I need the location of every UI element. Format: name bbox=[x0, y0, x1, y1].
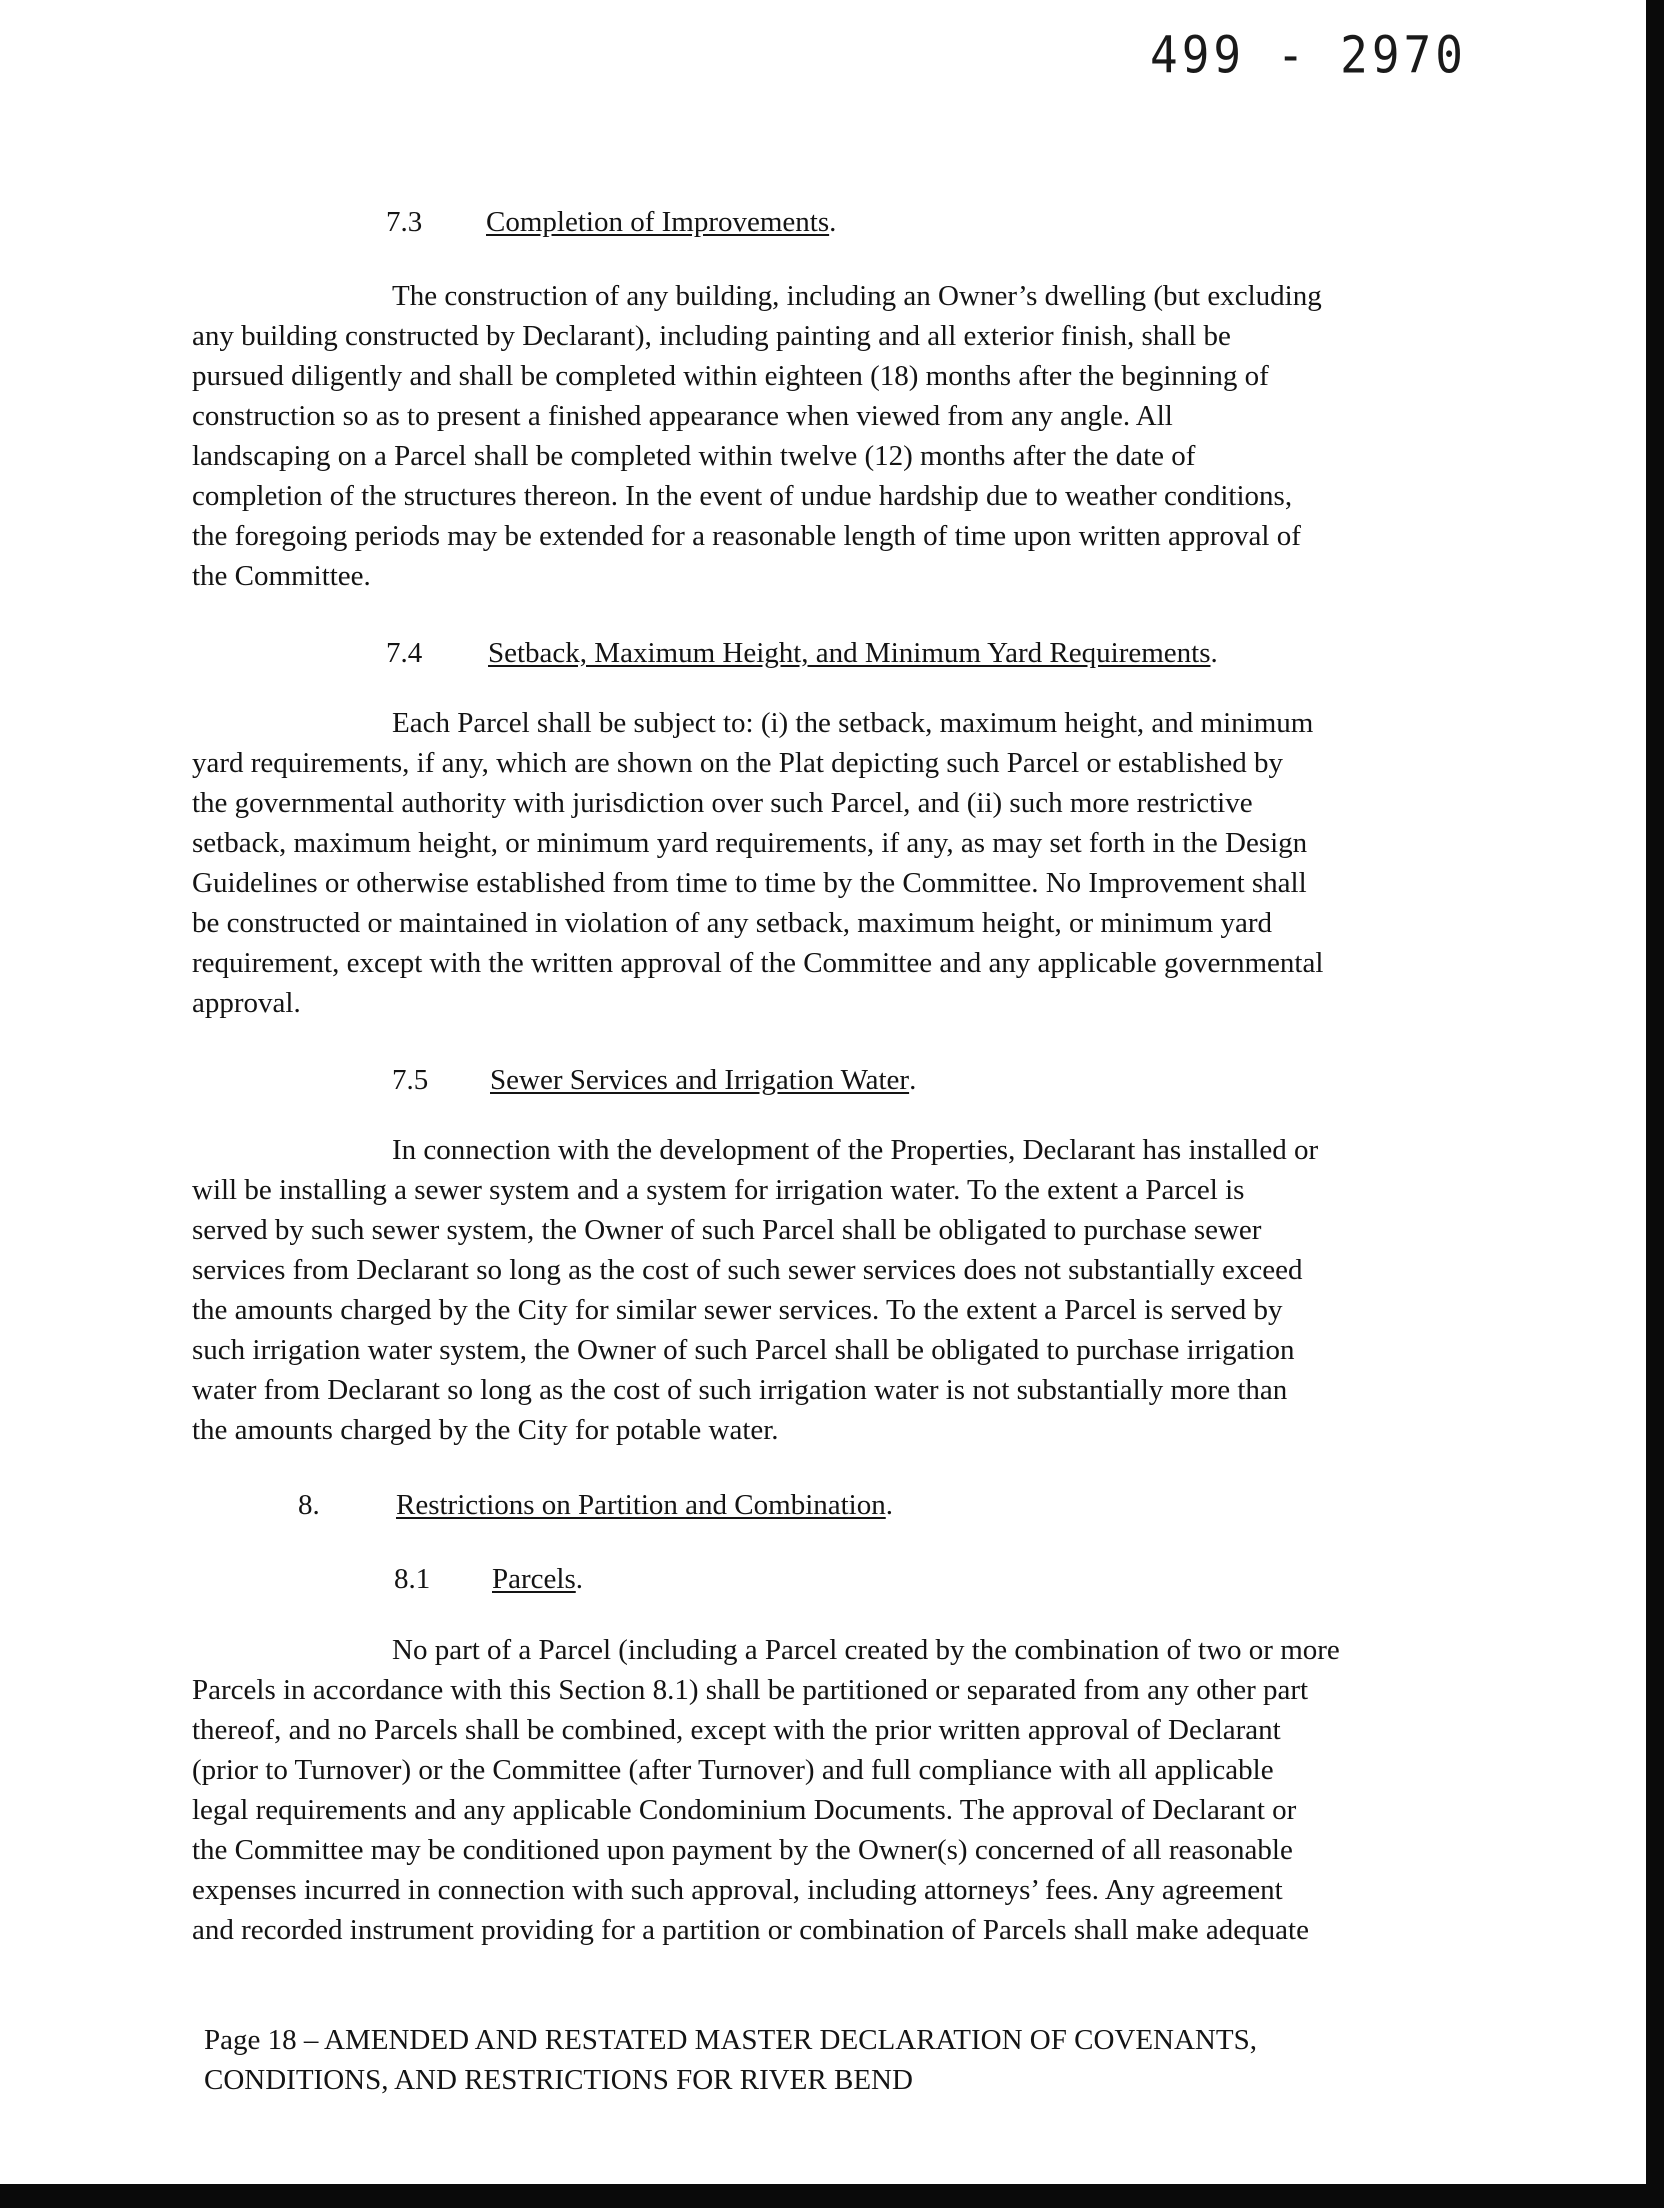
section-7-4-heading: 7.4 Setback, Maximum Height, and Minimum Yard Requirements. bbox=[386, 633, 422, 673]
section-title: Completion of Improvements bbox=[486, 206, 830, 238]
scan-edge-right bbox=[1646, 0, 1664, 2208]
paragraph-line: setback, maximum height, or minimum yard requirements, if any, as may set forth in the Design bbox=[192, 827, 1308, 859]
paragraph-line: pursued diligently and shall be completed within eighteen (18) months after the beginning of bbox=[192, 360, 1269, 392]
paragraph-line: the amounts charged by the City for potable water. bbox=[192, 1414, 779, 1446]
paragraph-line: In connection with the development of the Properties, Declarant has installed or bbox=[392, 1134, 1319, 1166]
section-title: Parcels bbox=[492, 1563, 576, 1595]
paragraph-line: completion of the structures thereon. In the event of undue hardship due to weather conditions, bbox=[192, 480, 1293, 512]
paragraph-line: Parcels in accordance with this Section 8.1) shall be partitioned or separated from any other part bbox=[192, 1674, 1309, 1706]
paragraph-line: the foregoing periods may be extended for a reasonable length of time upon written approval of bbox=[192, 520, 1301, 552]
paragraph-line: be constructed or maintained in violation of any setback, maximum height, or minimum yard bbox=[192, 907, 1272, 939]
section-number: 8.1 bbox=[394, 1563, 431, 1595]
paragraph-line: No part of a Parcel (including a Parcel created by the combination of two or more bbox=[392, 1634, 1340, 1666]
paragraph-line: The construction of any building, including an Owner’s dwelling (but excluding bbox=[392, 280, 1322, 312]
paragraph-line: any building constructed by Declarant), including painting and all exterior finish, shall be bbox=[192, 320, 1231, 352]
section-7-5-heading: 7.5 Sewer Services and Irrigation Water. bbox=[392, 1060, 428, 1100]
section-title: Sewer Services and Irrigation Water bbox=[490, 1064, 910, 1096]
paragraph-line: expenses incurred in connection with such approval, including attorneys’ fees. Any agreement bbox=[192, 1874, 1283, 1906]
paragraph-line: services from Declarant so long as the cost of such sewer services does not substantially exceed bbox=[192, 1254, 1303, 1286]
page-footer bbox=[204, 2020, 1257, 2100]
scan-edge-bottom bbox=[0, 2184, 1664, 2208]
section-number: 8. bbox=[298, 1489, 320, 1521]
section-title: Setback, Maximum Height, and Minimum Yard Requirements bbox=[488, 637, 1211, 669]
section-7-5-paragraph bbox=[192, 1130, 1472, 1450]
paragraph-line: the amounts charged by the City for similar sewer services. To the extent a Parcel is served by bbox=[192, 1294, 1283, 1326]
paragraph-line: the Committee may be conditioned upon payment by the Owner(s) concerned of all reasonable bbox=[192, 1834, 1293, 1866]
section-number: 7.4 bbox=[386, 637, 423, 669]
paragraph-line: yard requirements, if any, which are shown on the Plat depicting such Parcel or established by bbox=[192, 747, 1283, 779]
section-8-heading: 8. Restrictions on Partition and Combination. bbox=[298, 1485, 320, 1525]
paragraph-line: legal requirements and any applicable Condominium Documents. The approval of Declarant or bbox=[192, 1794, 1297, 1826]
paragraph-line: approval. bbox=[192, 987, 301, 1019]
paragraph-line: the Committee. bbox=[192, 560, 371, 592]
paragraph-line: the governmental authority with jurisdiction over such Parcel, and (ii) such more restrictive bbox=[192, 787, 1253, 819]
section-number: 7.3 bbox=[386, 206, 423, 238]
section-7-3-heading: 7.3 Completion of Improvements. bbox=[386, 202, 422, 242]
paragraph-line: served by such sewer system, the Owner of such Parcel shall be obligated to purchase sewer bbox=[192, 1214, 1262, 1246]
footer-line-1: Page 18 – AMENDED AND RESTATED MASTER DECLARATION OF COVENANTS, bbox=[204, 2024, 1257, 2056]
paragraph-line: landscaping on a Parcel shall be completed within twelve (12) months after the date of bbox=[192, 440, 1196, 472]
footer-line-2: CONDITIONS, AND RESTRICTIONS FOR RIVER BEND bbox=[204, 2064, 913, 2096]
paragraph-line: will be installing a sewer system and a system for irrigation water. To the extent a Parcel is bbox=[192, 1174, 1245, 1206]
paragraph-line: water from Declarant so long as the cost of such irrigation water is not substantially more than bbox=[192, 1374, 1288, 1406]
section-title: Restrictions on Partition and Combination bbox=[396, 1489, 886, 1521]
paragraph-line: Guidelines or otherwise established from time to time by the Committee. No Improvement shall bbox=[192, 867, 1307, 899]
paragraph-line: and recorded instrument providing for a partition or combination of Parcels shall make adequate bbox=[192, 1914, 1309, 1946]
section-8-1-heading: 8.1 Parcels. bbox=[394, 1559, 430, 1599]
paragraph-line: (prior to Turnover) or the Committee (after Turnover) and full compliance with all applicable bbox=[192, 1754, 1274, 1786]
section-7-4-paragraph bbox=[192, 703, 1472, 1023]
section-7-3-paragraph bbox=[192, 276, 1472, 596]
paragraph-line: requirement, except with the written approval of the Committee and any applicable governmental bbox=[192, 947, 1324, 979]
paragraph-line: such irrigation water system, the Owner of such Parcel shall be obligated to purchase irrigation bbox=[192, 1334, 1295, 1366]
document-stamp-number: 499 - 2970 bbox=[1150, 25, 1467, 85]
paragraph-line: thereof, and no Parcels shall be combined, except with the prior written approval of Declarant bbox=[192, 1714, 1281, 1746]
paragraph-line: construction so as to present a finished appearance when viewed from any angle. All bbox=[192, 400, 1173, 432]
section-8-1-paragraph bbox=[192, 1630, 1472, 1950]
section-number: 7.5 bbox=[392, 1064, 429, 1096]
paragraph-line: Each Parcel shall be subject to: (i) the setback, maximum height, and minimum bbox=[392, 707, 1314, 739]
